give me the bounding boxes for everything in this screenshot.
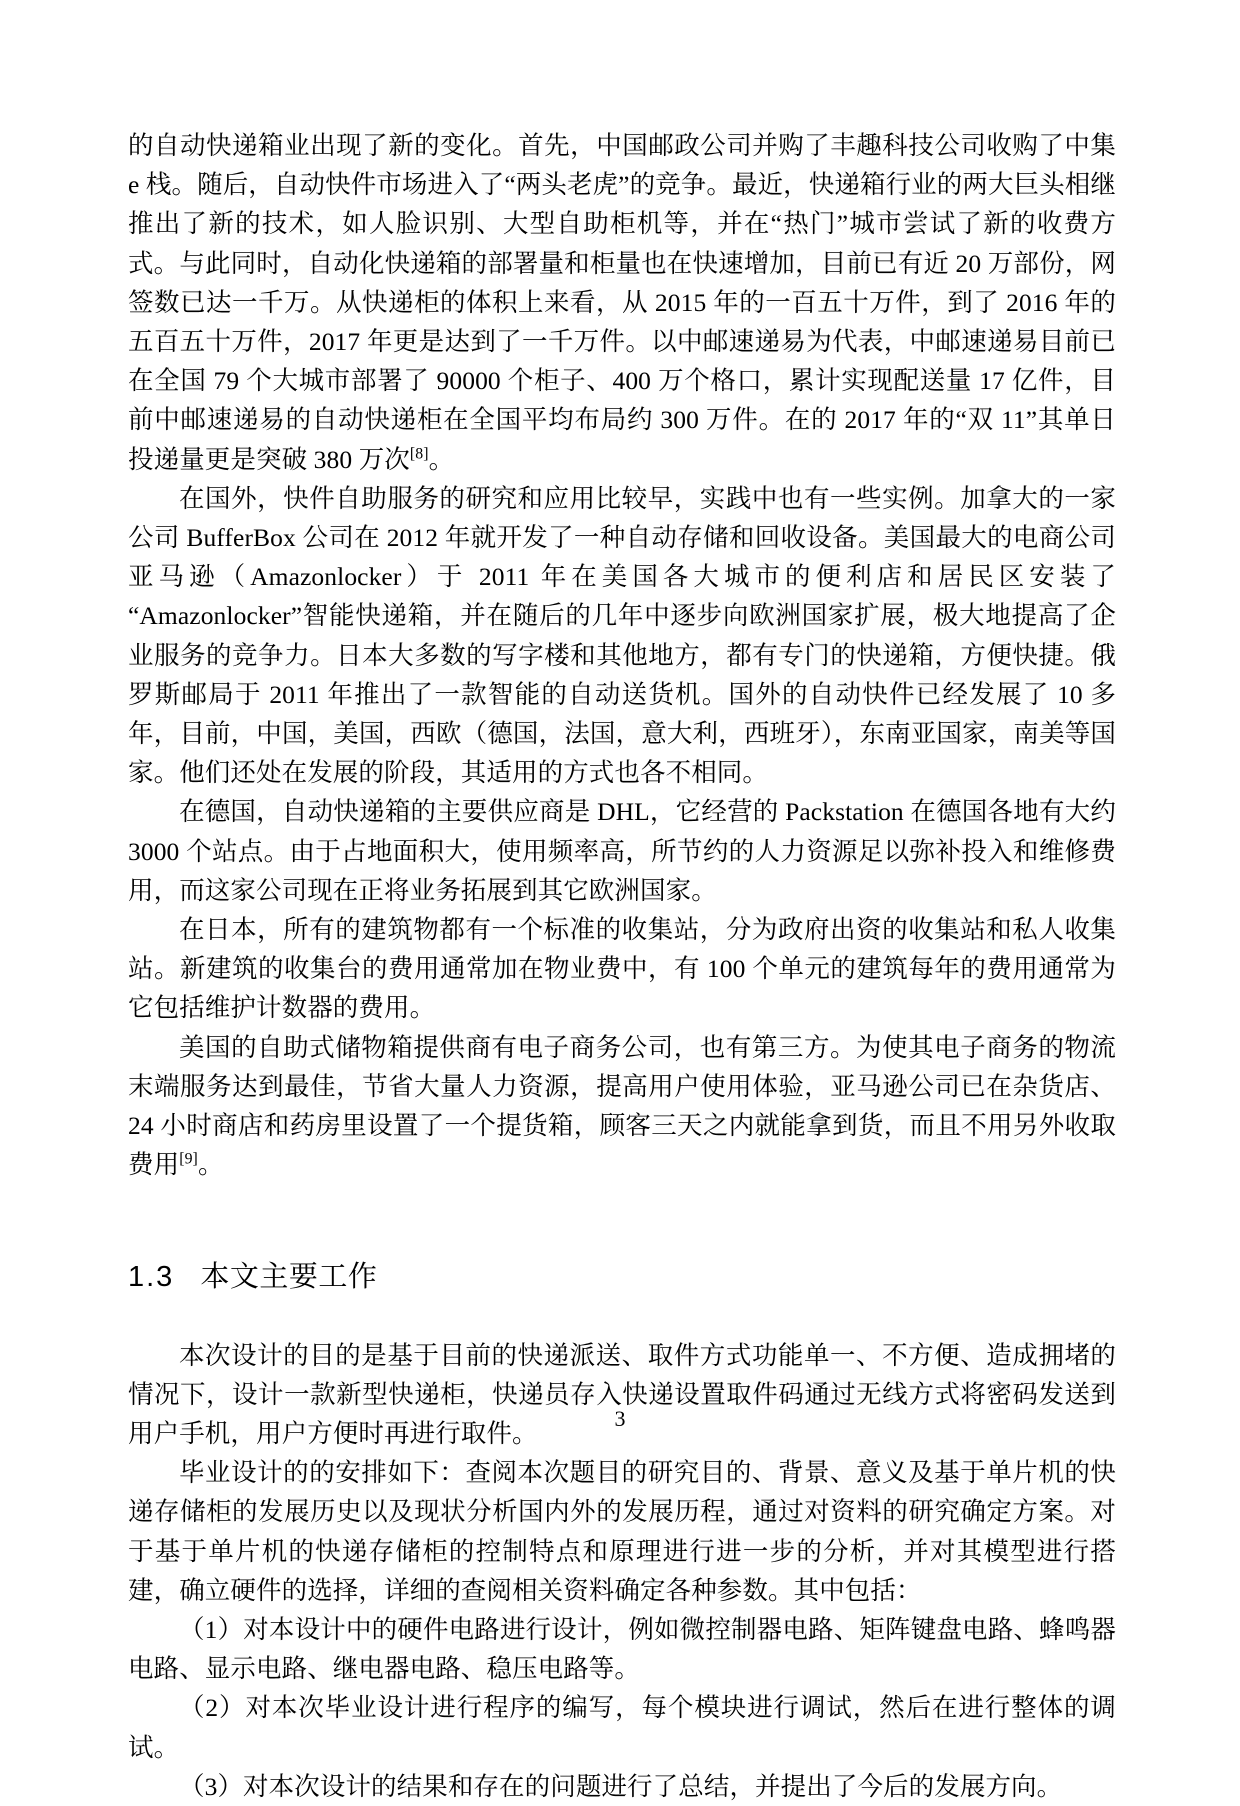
reference-marker: [9]: [179, 1150, 198, 1168]
paragraph-overseas-research: [128, 479, 1116, 793]
section-title: 本文主要工作: [200, 1261, 378, 1294]
heading-spacer-top: [128, 1184, 1116, 1258]
section-number: 1.3: [128, 1261, 175, 1294]
paragraph-text: 本次设计的目的是基于目前的快递派送、取件方式功能单一、不方便、造成拥堵的情况下，设计一款新型快递柜，快递员存入快递设置取件码通过无线方式将密码发送到用户手机，用户方便时再进行取件。: [128, 1340, 1116, 1449]
paragraph-item-1: [128, 1610, 1116, 1688]
paragraph-item-2: [128, 1688, 1116, 1766]
paragraph-usa-self-service-locker: [128, 1028, 1116, 1185]
reference-marker: [8]: [409, 445, 429, 463]
paragraph-germany-dhl: [128, 792, 1116, 910]
paragraph-tail: 。: [197, 1150, 224, 1180]
paragraph-text: 美国的自助式储物箱提供商有电子商务公司，也有第三方。为使其电子商务的物流末端服务达到最佳，节省大量人力资源，提高用户使用体验，亚马逊公司已在杂货店、24 小时商店和药房里设置了一个提货箱，顾客三天之内就能拿到货，而且不用另外收取费用: [128, 1032, 1116, 1180]
paragraph-tail: 。: [428, 444, 455, 474]
page-content: [128, 126, 1116, 1806]
paragraph-text: （3）对本次设计的结果和存在的问题进行了总结，并提出了今后的发展方向。: [179, 1771, 1063, 1801]
paragraph-graduation-plan: [128, 1453, 1116, 1610]
paragraph-text: 在国外，快件自助服务的研究和应用比较早，实践中也有一些实例。加拿大的一家公司 BufferBox 公司在 2012 年就开发了一种自动存储和回收设备。美国最大的电商公司亚马逊（Amazonlocker）于 2011 年在美国各大城市的便利店和居民区安装了“Amazonlocker”智能快递箱，并在随后的几年中逐步向欧洲国家扩展，极大地提高了企业服务的竞争力。日本大多数的写字楼和其他地方，都有专门的快递箱，方便快捷。俄罗斯邮局于 2011 年推出了一款智能的自动送货机。国外的自动快件已经发展了 10 多年，目前，中国，美国，西欧（德国，法国，意大利，西班牙），东南亚国家，南美等国家。他们还处在发展的阶段，其适用的方式也各不相同。: [128, 483, 1116, 788]
paragraph-design-purpose: [128, 1336, 1116, 1454]
heading-spacer-bottom: [128, 1298, 1116, 1336]
section-heading-1-3: [128, 1258, 1116, 1297]
paragraph-express-cabinet-market: [128, 126, 1116, 479]
paragraph-text: 的自动快递箱业出现了新的变化。首先，中国邮政公司并购了丰趣科技公司收购了中集 e 栈。随后，自动快件市场进入了“两头老虎”的竞争。最近，快递箱行业的两大巨头相继推出了新的技术，如人脸识别、大型自助柜机等，并在“热门”城市尝试了新的收费方式。与此同时，自动化快递箱的部署量和柜量也在快速增加，目前已有近 20 万部份，网签数已达一千万。从快递柜的体积上来看，从 2015 年的一百五十万件，到了 2016 年的五百五十万件，2017 年更是达到了一千万件。以中邮速递易为代表，中邮速递易目前已在全国 79 个大城市部署了 90000 个柜子、400 万个格口，累计实现配送量 17 亿件，目前中邮速递易的自动快递柜在全国平均布局约 300 万件。在的 2017 年的“双 11”其单日投递量更是突破 380 万次: [128, 131, 1116, 474]
paragraph-text: 毕业设计的的安排如下：查阅本次题目的研究目的、背景、意义及基于单片机的快递存储柜的发展历史以及现状分析国内外的发展历程，通过对资料的研究确定方案。对于基于单片机的快递存储柜的控制特点和原理进行进一步的分析，并对其模型进行搭建，确立硬件的选择，详细的查阅相关资料确定各种参数。其中包括：: [128, 1458, 1116, 1605]
paragraph-text: （2）对本次毕业设计进行程序的编写，每个模块进行调试，然后在进行整体的调试。: [128, 1693, 1116, 1762]
paragraph-text: 在德国，自动快递箱的主要供应商是 DHL，它经营的 Packstation 在德国各地有大约 3000 个站点。由于占地面积大，使用频率高，所节约的人力资源足以弥补投入和维修费用，而这家公司现在正将业务拓展到其它欧洲国家。: [128, 797, 1116, 905]
paragraph-japan-collection-station: [128, 910, 1116, 1028]
paragraph-item-3: [128, 1767, 1116, 1806]
paragraph-text: 在日本，所有的建筑物都有一个标准的收集站，分为政府出资的收集站和私人收集站。新建筑的收集台的费用通常加在物业费中，有 100 个单元的建筑每年的费用通常为它包括维护计数器的费用。: [128, 915, 1116, 1023]
paragraph-text: （1）对本设计中的硬件电路进行设计，例如微控制器电路、矩阵键盘电路、蜂鸣器电路、显示电路、继电器电路、稳压电路等。: [128, 1615, 1116, 1684]
page-number: 3: [614, 1406, 626, 1431]
